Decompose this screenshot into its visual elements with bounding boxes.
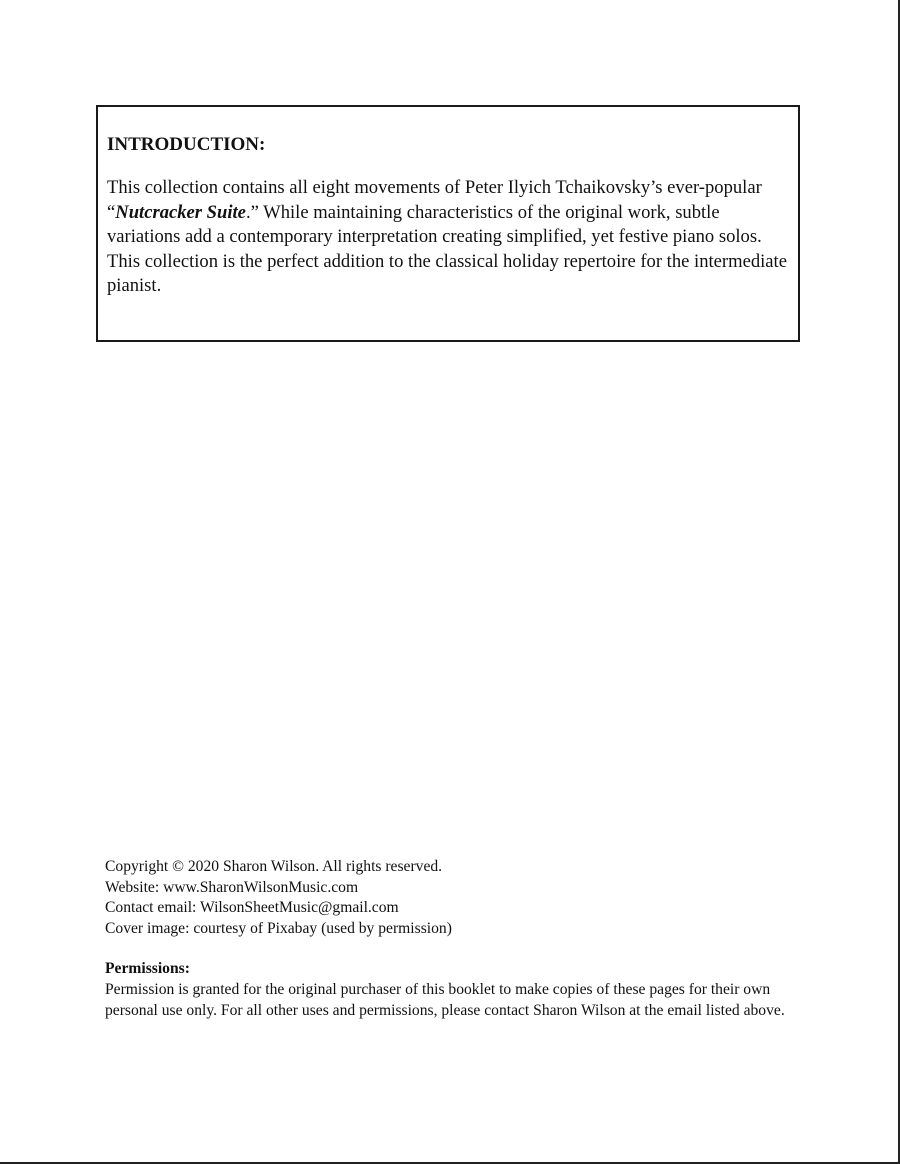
website-line: Website: www.SharonWilsonMusic.com [105,878,359,896]
introduction-text [107,176,788,299]
introduction-text-end: .” While maintaining characteristics of the original work, subtle variations add a contemporary interpretation creating simplified, yet festive piano solos. This collection is the perfect addition to the classical holiday repertoire for the intermediate pianist. [107,201,787,296]
introduction-box [96,105,800,342]
cover-image-credit: Cover image: courtesy of Pixabay (used by permission) [105,919,452,937]
nutcracker-suite-title: Nutcracker Suite [115,201,246,223]
introduction-text-start: This collection contains all eight movements of Peter Ilyich Tchaikovsky’s ever-popular “ [107,177,762,223]
permissions-section [105,959,805,1021]
introduction-heading: INTRODUCTION: [107,134,266,155]
permissions-heading: Permissions: [105,960,190,978]
permissions-text: Permission is granted for the original purchaser of this booklet to make copies of these pages for their own personal use only. For all other uses and permissions, please contact Sharon Wilson at the email listed above. [105,980,785,1019]
contact-email-line: Contact email: WilsonSheetMusic@gmail.com [105,899,399,917]
copyright-line: Copyright © 2020 Sharon Wilson. All rights reserved. [105,858,443,875]
copyright-block [105,857,805,1021]
